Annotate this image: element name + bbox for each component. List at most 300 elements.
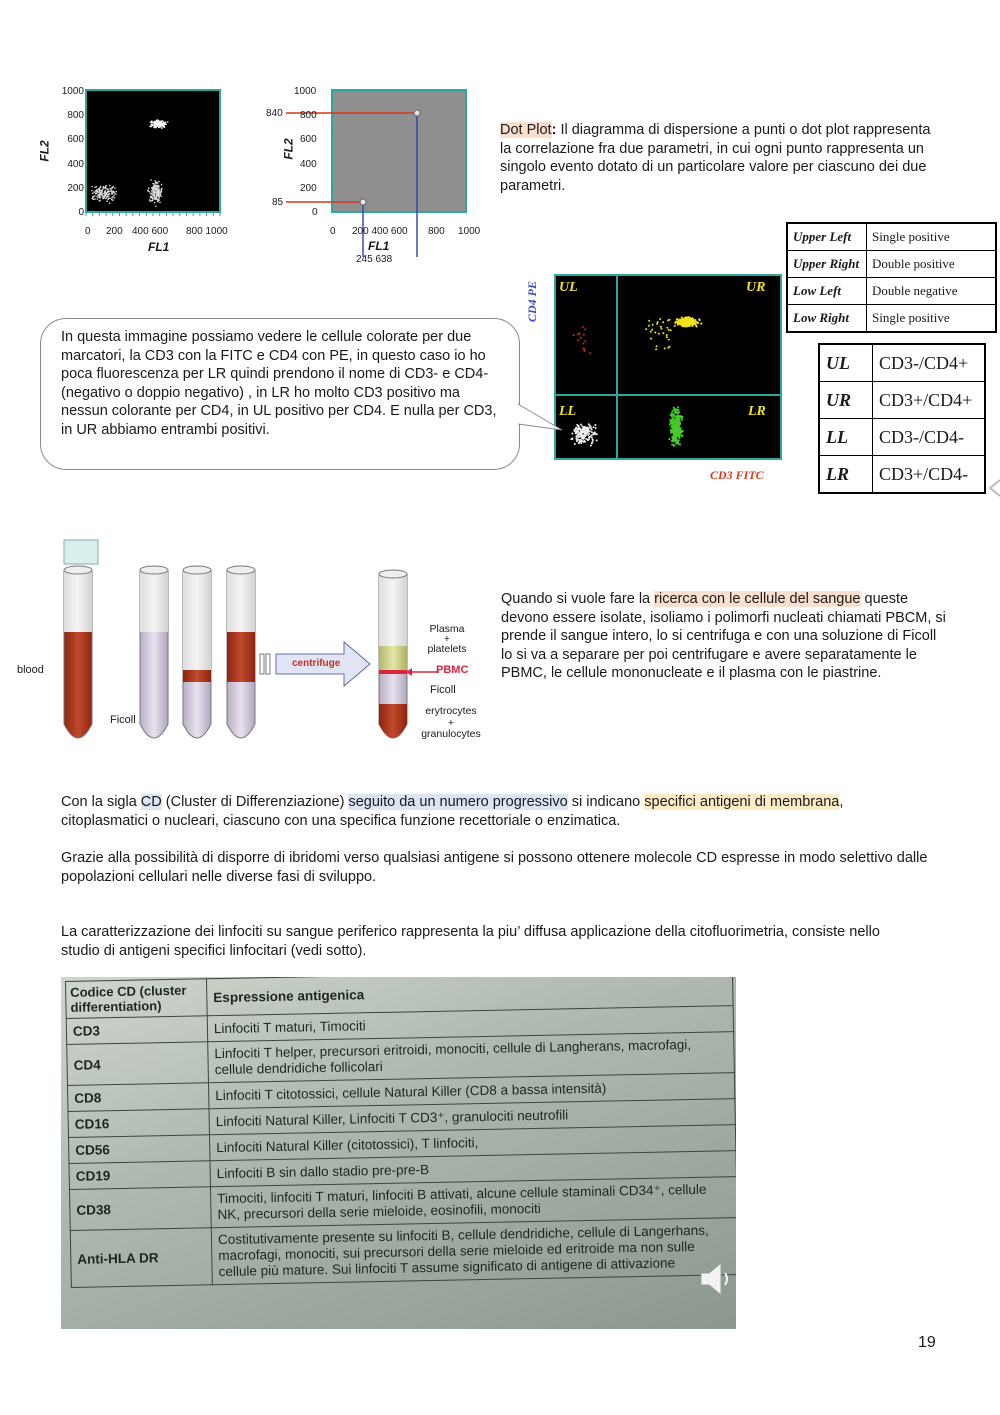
dp1-event-dot: [104, 190, 106, 192]
lr-event-dot: [679, 430, 681, 432]
lr-event-dot: [678, 420, 680, 422]
lr-event-dot: [673, 416, 675, 418]
legend-code: Upper Right: [787, 251, 867, 278]
cd-expression: Linfociti Natural Killer, Linfociti T CD3⁺, granulociti neutrofili: [209, 1099, 735, 1135]
dp1-event-dot: [150, 179, 152, 181]
ur-event-dot: [667, 319, 669, 321]
ll-event-dot: [574, 429, 576, 431]
ll-event-dot: [586, 430, 588, 432]
cd-expression: Linfociti B sin dallo stadio pre-pre-B: [210, 1151, 736, 1187]
dp1-event-dot: [106, 194, 108, 196]
lr-event-dot: [671, 443, 673, 445]
lr-event-dot: [678, 439, 680, 441]
ur-event-dot: [666, 334, 668, 336]
dp2-ytick: 600: [300, 134, 317, 145]
dp1-ytick: 600: [67, 134, 84, 145]
lr-event-dot: [677, 412, 679, 414]
pipette-top: [64, 540, 98, 564]
dot-plot-2: [262, 84, 492, 269]
dp1-event-dot: [158, 127, 160, 129]
ur-event-dot: [685, 325, 687, 327]
ur-event-dot: [688, 325, 690, 327]
ll-event-dot: [587, 439, 589, 441]
dp1-event-dot: [103, 197, 105, 199]
dp1-event-dot: [161, 190, 163, 192]
dp1-event-dot: [149, 199, 151, 201]
ur-event-dot: [651, 329, 653, 331]
ur-event-dot: [669, 346, 671, 348]
ul-event-dot: [584, 340, 586, 342]
dp1-event-dot: [159, 125, 161, 127]
dp1-event-dot: [156, 120, 158, 122]
dp1-event-dot: [113, 194, 115, 196]
ficoll-figure: [12, 538, 490, 750]
dp1-event-dot: [99, 187, 101, 189]
ll-event-dot: [594, 431, 596, 433]
linfociti-paragraph: La caratterizzazione dei linfociti su sangue periferico rappresenta la piu’ diffusa applicazione della citofluorimetria, consiste nello studio di antigeni specifici linfocitari (vedi sotto).: [61, 924, 880, 959]
dp1-event-dot: [153, 192, 155, 194]
ur-event-dot: [683, 320, 685, 322]
ficoll-text-post: queste devono essere isolate, isoliamo i polimorfi nucleati chiamati PBCM, si prende il sangue intero, lo si centrifuga e con una soluzione di Ficoll lo si va a separare per poi centrifugare e avere separatamente le PBMC, le cellule mononucleate e il plasma con le piastrine.: [501, 591, 946, 681]
dp1-event-dot: [152, 200, 154, 202]
ll-event-dot: [594, 424, 596, 426]
ur-event-dot: [648, 320, 650, 322]
cd-expression: Costitutivamente presente su linfociti B, cellule dendridiche, cellule di Langerhans, macrofagi, monociti, sui precursori della serie mieloide ed eritroide ma non sulle cellule più mature. Sui linfociti T assume significato di antigene di attivazione: [211, 1218, 736, 1285]
lr-event-dot: [675, 412, 677, 414]
dp1-event-dot: [105, 188, 107, 190]
ur-event-dot: [690, 318, 692, 320]
dp1-event-dot: [108, 197, 110, 199]
dp1-xlabel: FL1: [148, 240, 170, 254]
dp1-event-dot: [94, 191, 96, 193]
ur-event-dot: [662, 321, 664, 323]
ur-event-dot: [685, 320, 687, 322]
dp1-event-dot: [159, 190, 161, 192]
lr-event-dot: [670, 414, 672, 416]
phenotype-value: CD3-/CD4+: [873, 344, 986, 382]
dp1-event-dot: [150, 195, 152, 197]
dp1-event-dot: [105, 186, 107, 188]
cd-expression: Linfociti T maturi, Timociti: [207, 1006, 733, 1042]
cd-seguito-highlight: seguito da un numero progressivo: [348, 794, 568, 810]
ll-event-dot: [594, 433, 596, 435]
ll-event-dot: [590, 445, 592, 447]
ul-event-dot: [580, 337, 582, 339]
dp1-event-dot: [109, 185, 111, 187]
dp2-xtick: 800: [428, 226, 445, 237]
dp1-event-dot: [162, 124, 164, 126]
ul-event-dot: [589, 352, 591, 354]
cd-expression: Linfociti T helper, precursori eritroidi, monociti, cellule di Langherans, macrofagi, cellule dendridiche follicolari: [208, 1032, 735, 1083]
legend-meaning: Double negative: [867, 278, 997, 305]
dp1-event-dot: [158, 196, 160, 198]
ul-event-dot: [582, 326, 584, 328]
quadrant-plot-svg: [528, 272, 788, 487]
dp1-event-dot: [160, 195, 162, 197]
dp1-ytick: 800: [67, 110, 84, 121]
ll-event-dot: [583, 440, 585, 442]
ficoll-text-pre: Quando si vuole fare la: [501, 591, 655, 607]
dp2-ytick: 1000: [294, 86, 317, 97]
cd-expression: Timociti, linfociti T maturi, linfociti B attivati, alcune cellule staminali CD34⁺, cellule NK, precursori della serie mieloide, eosinofili, monociti: [210, 1177, 736, 1228]
sound-icon-partial: [986, 478, 1000, 500]
dp1-event-dot: [157, 190, 159, 192]
quadrant-lr-label: LR: [748, 404, 766, 419]
ul-event-dot: [577, 339, 579, 341]
dp1-ylabel: FL2: [37, 140, 52, 162]
ll-event-dot: [585, 428, 587, 430]
ll-event-dot: [591, 437, 593, 439]
dp1-event-dot: [95, 190, 97, 192]
ur-event-dot: [662, 332, 664, 334]
cd-expression: Linfociti T citotossici, cellule Natural Killer (CD8 a bassa intensità): [208, 1073, 734, 1109]
ll-event-dot: [593, 426, 595, 428]
dp2-xlabel: FL1: [368, 239, 390, 253]
phenotype-value: CD3+/CD4-: [873, 456, 986, 494]
dp1-event-dot: [161, 188, 163, 190]
quadrant-phenotype-table: [818, 343, 986, 494]
ur-event-dot: [650, 338, 652, 340]
dp1-event-dot: [148, 187, 150, 189]
ll-event-dot: [587, 434, 589, 436]
dp1-event-dot: [112, 196, 114, 198]
legend-code: Upper Left: [787, 223, 867, 251]
lr-event-dot: [671, 416, 673, 418]
label-blood: blood: [17, 664, 44, 676]
dp1-event-dot: [94, 195, 96, 197]
lr-event-dot: [678, 415, 680, 417]
dp1-event-dot: [115, 193, 117, 195]
dp2-ytick: 800: [300, 110, 317, 121]
dp1-event-dot: [153, 187, 155, 189]
ul-event-dot: [583, 334, 585, 336]
ll-event-dot: [591, 441, 593, 443]
dp1-event-dot: [154, 180, 156, 182]
ll-event-dot: [585, 438, 587, 440]
tube-separated: [379, 570, 407, 738]
dp1-event-dot: [162, 120, 164, 122]
lr-event-dot: [680, 428, 682, 430]
ll-event-dot: [575, 438, 577, 440]
phenotype-row: [819, 344, 985, 382]
ll-event-dot: [588, 427, 590, 429]
dp1-event-dot: [150, 121, 152, 123]
dp2-xtick: 200 400 600: [352, 226, 408, 237]
dp1-event-dot: [115, 191, 117, 193]
ur-event-dot: [664, 347, 666, 349]
tube-blood: [64, 566, 92, 738]
dp1-event-dot: [92, 197, 94, 199]
ll-event-dot: [581, 425, 583, 427]
dp1-event-dot: [162, 126, 164, 128]
lr-event-dot: [681, 416, 683, 418]
ll-event-dot: [578, 438, 580, 440]
ll-event-dot: [582, 428, 584, 430]
legend-code: Low Left: [787, 278, 867, 305]
dot-plot-colon: :: [551, 122, 557, 138]
ur-event-dot: [660, 328, 662, 330]
dp2-ytick: 200: [300, 183, 317, 194]
page-number: 19: [918, 1334, 936, 1351]
cd-expression: Linfociti Natural Killer (citotossici), T linfociti,: [209, 1125, 735, 1161]
lr-event-dot: [681, 419, 683, 421]
marker-x-values: 245 638: [356, 254, 393, 265]
dp1-event-dot: [159, 202, 161, 204]
dp1-event-dot: [98, 189, 100, 191]
dp2-xtick: 0: [330, 226, 336, 237]
ll-event-dot: [591, 431, 593, 433]
cd-table-row: [70, 1218, 736, 1288]
dp1-event-dot: [110, 191, 112, 193]
label-erythrocytes: erytrocytes + granulocytes: [421, 705, 481, 740]
dp1-event-dot: [149, 126, 151, 128]
quadrant-ul-label: UL: [559, 280, 578, 295]
legend-meaning: Double positive: [867, 251, 997, 278]
legend-meaning: Single positive: [867, 305, 997, 333]
lr-event-dot: [674, 432, 676, 434]
dp1-event-dot: [160, 122, 162, 124]
ur-event-dot: [668, 339, 670, 341]
dp1-ytick: 200: [67, 183, 84, 194]
cd-term: CD: [140, 794, 162, 810]
ll-event-dot: [576, 431, 578, 433]
ur-event-dot: [656, 323, 658, 325]
dp1-event-dot: [114, 197, 116, 199]
ur-event-dot: [676, 318, 678, 320]
ul-event-dot: [573, 334, 575, 336]
ur-event-dot: [645, 328, 647, 330]
dp1-event-dot: [96, 186, 98, 188]
dp1-event-dot: [167, 121, 169, 123]
ur-event-dot: [648, 325, 650, 327]
ll-event-dot: [582, 431, 584, 433]
ll-event-dot: [574, 443, 576, 445]
ll-event-dot: [590, 434, 592, 436]
cd-table-photo: [61, 977, 736, 1329]
cd-text-3: si indicano: [567, 794, 645, 810]
dp1-event-dot: [149, 191, 151, 193]
ur-event-dot: [691, 322, 693, 324]
ur-event-dot: [698, 319, 700, 321]
cd-table-header-expr: Espressione antigenica: [206, 977, 733, 1016]
phenotype-row: [819, 419, 985, 456]
dp1-event-dot: [159, 192, 161, 194]
ul-event-dot: [582, 343, 584, 345]
ul-event-dot: [577, 333, 579, 335]
dp1-event-dot: [161, 184, 163, 186]
cd-text-4: , citoplasmatici o nucleari, ciascuno con una specifica funzione recettoriale o enzimatica.: [61, 794, 844, 829]
tube-blood-over-ficoll: [227, 566, 255, 738]
quadrant-ll-label: LL: [559, 404, 577, 419]
cd-code: CD38: [70, 1187, 212, 1231]
ll-event-dot: [580, 424, 582, 426]
cd-code: CD19: [69, 1161, 210, 1190]
dp1-event-dot: [151, 192, 153, 194]
ll-event-dot: [583, 428, 585, 430]
dp1-ytick: 400: [67, 159, 84, 170]
ll-event-dot: [578, 436, 580, 438]
ur-event-dot: [685, 322, 687, 324]
ul-event-dot: [583, 350, 585, 352]
phenotype-code: LL: [819, 419, 873, 456]
marker-point-high: [414, 110, 420, 116]
cd-code: CD4: [67, 1042, 209, 1086]
dp1-event-dot: [96, 196, 98, 198]
dp1-event-dot: [110, 189, 112, 191]
cd-table: [65, 977, 736, 1288]
cd-code: CD56: [69, 1135, 210, 1164]
ur-event-dot: [650, 331, 652, 333]
dp1-event-dot: [156, 197, 158, 199]
dp2-xtick: 1000: [458, 226, 481, 237]
dp1-event-dot: [92, 193, 94, 195]
marker-label-840: 840: [266, 108, 283, 119]
dp1-event-dot: [154, 124, 156, 126]
dp1-event-dot: [155, 205, 157, 207]
ll-event-dot: [578, 442, 580, 444]
cd-code: CD3: [66, 1016, 207, 1045]
lr-event-dot: [672, 440, 674, 442]
ur-event-dot: [654, 332, 656, 334]
lr-event-dot: [673, 423, 675, 425]
quadrant-y-axis-label: CD4 PE: [525, 280, 540, 323]
ll-event-dot: [592, 439, 594, 441]
tube-layered: [183, 566, 211, 738]
cd-paragraph: [61, 793, 931, 830]
lr-event-dot: [682, 430, 684, 432]
lr-event-dot: [673, 421, 675, 423]
lr-event-dot: [672, 418, 674, 420]
legend-row: [787, 251, 996, 278]
dp2-ylabel: FL2: [281, 138, 296, 160]
ur-event-dot: [700, 323, 702, 325]
ur-event-dot: [674, 325, 676, 327]
lr-event-dot: [679, 423, 681, 425]
dp1-event-dot: [151, 124, 153, 126]
phenotype-code: UR: [819, 382, 873, 419]
ll-event-dot: [589, 425, 591, 427]
phenotype-value: CD3+/CD4+: [873, 382, 986, 419]
dp1-event-dot: [161, 127, 163, 129]
lr-event-dot: [675, 409, 677, 411]
dp1-event-dot: [98, 194, 100, 196]
dp1-event-dot: [112, 186, 114, 188]
dp1-event-dot: [165, 121, 167, 123]
dp1-event-dot: [156, 125, 158, 127]
lr-event-dot: [677, 442, 679, 444]
dp1-xtick: 200: [106, 226, 123, 237]
dp1-event-dot: [113, 191, 115, 193]
dp1-event-dot: [94, 186, 96, 188]
ur-event-dot: [695, 324, 697, 326]
dp1-xtick: 400 600: [132, 226, 169, 237]
legend-row: [787, 305, 996, 333]
dp2-ytick: 400: [300, 159, 317, 170]
dp1-event-dot: [157, 182, 159, 184]
dp1-xtick: 0: [85, 226, 91, 237]
phenotype-row: [819, 456, 985, 494]
cd-table-header-code: Codice CD (cluster differentiation): [66, 979, 208, 1019]
ll-event-dot: [595, 427, 597, 429]
dp1-event-dot: [150, 197, 152, 199]
dp1-event-dot: [101, 193, 103, 195]
dp1-event-dot: [156, 194, 158, 196]
dot-plot-1: [36, 84, 246, 259]
lr-event-dot: [675, 437, 677, 439]
ur-event-dot: [679, 321, 681, 323]
dot-plot-description: [500, 121, 940, 195]
lr-event-dot: [676, 431, 678, 433]
lr-event-dot: [681, 435, 683, 437]
ll-event-dot: [596, 440, 598, 442]
dot-plot-term: Dot Plot: [500, 122, 552, 138]
dp1-event-dot: [97, 198, 99, 200]
speaker-icon[interactable]: [697, 1259, 733, 1299]
dp1-event-dot: [114, 187, 116, 189]
ll-event-dot: [577, 426, 579, 428]
marker-point-low: [360, 199, 366, 205]
dp1-event-dot: [109, 202, 111, 204]
cd-code: CD16: [68, 1109, 209, 1138]
dot-plot-body: Il diagramma di dispersione a punti o dot plot rappresenta la correlazione fra due parametri, in cui ogni punto rappresenta un singolo evento dotato di un particolare valore per ciascuno dei due parametri.: [500, 122, 931, 194]
ur-event-dot: [655, 348, 657, 350]
dp1-event-dot: [164, 123, 166, 125]
lr-event-dot: [677, 425, 679, 427]
quadrant-legend-table: [786, 222, 997, 333]
phenotype-code: UL: [819, 344, 873, 382]
ur-event-dot: [666, 336, 668, 338]
dp1-event-dot: [156, 122, 158, 124]
dp1-event-dot: [153, 127, 155, 129]
dp1-event-dot: [106, 200, 108, 202]
dp1-event-dot: [155, 182, 157, 184]
ll-event-dot: [581, 437, 583, 439]
ur-event-dot: [659, 318, 661, 320]
dp1-event-dot: [157, 186, 159, 188]
ll-event-dot: [578, 427, 580, 429]
lr-event-dot: [679, 443, 681, 445]
bubble-text: In questa immagine possiamo vedere le cellule colorate per due marcatori, la CD3 con la FITC e CD4 con PE, in questo caso io ho poca fluorescenza per LR quindi prendono il nome di CD3- e CD4- (negativo o doppio negativo) , in LR ho molto CD3 positivo ma nessun colorante per CD4, in UL positivo per CD4. E nulla per CD3, in UR abbiamo entrambi positivi.: [61, 329, 497, 438]
quadrant-plot: [525, 272, 788, 487]
dp1-event-dot: [91, 190, 93, 192]
dp1-event-dot: [109, 188, 111, 190]
dp1-event-dot: [158, 199, 160, 201]
dp1-event-dot: [152, 189, 154, 191]
dp1-event-dot: [108, 190, 110, 192]
lr-event-dot: [675, 420, 677, 422]
label-ficoll-left: Ficoll: [110, 714, 136, 726]
cd-text-1: Con la sigla: [61, 794, 141, 810]
phenotype-value: CD3-/CD4-: [873, 419, 986, 456]
ll-event-dot: [580, 442, 582, 444]
marker-label-85: 85: [272, 197, 284, 208]
legend-row: [787, 278, 996, 305]
dp1-event-dot: [94, 198, 96, 200]
dp1-event-dot: [101, 190, 103, 192]
ur-event-dot: [656, 345, 658, 347]
dp1-event-dot: [154, 202, 156, 204]
label-pbmc: PBMC: [436, 664, 469, 676]
ur-event-dot: [681, 316, 683, 318]
quadrant-x-axis-label: CD3 FITC: [710, 468, 764, 482]
ur-event-dot: [682, 324, 684, 326]
ur-event-dot: [687, 322, 689, 324]
dp1-ytick: 0: [78, 207, 84, 218]
label-plasma-platelets: Plasma + platelets: [427, 623, 467, 655]
ur-event-dot: [666, 327, 668, 329]
ficoll-description: [501, 590, 946, 683]
dp1-event-dot: [96, 193, 98, 195]
